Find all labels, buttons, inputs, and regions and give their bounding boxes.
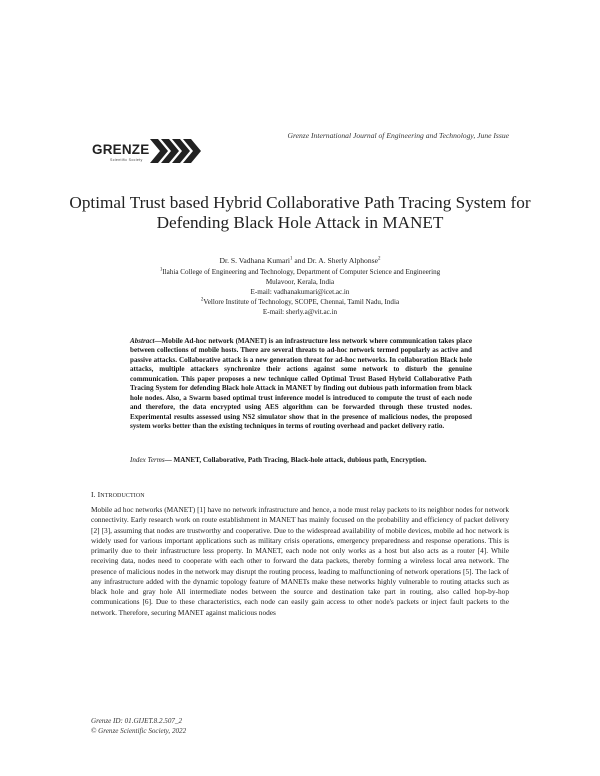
section-title-cap: I — [97, 490, 101, 499]
copyright: © Grenze Scientific Society, 2022 — [91, 727, 187, 735]
abstract — [130, 337, 472, 432]
index-terms — [130, 456, 472, 465]
logo-word: GRENZE — [92, 142, 150, 157]
affil-2: Vellore Institute of Technology, SCOPE, Chennai, Tamil Nadu, India — [203, 298, 400, 306]
affil-2-email: E-mail: sherly.a@vit.ac.in — [262, 308, 338, 316]
affil-2-sup: 2 — [200, 297, 204, 303]
author-1-sup: 1 — [290, 256, 293, 262]
index-terms-label: Index Terms — [130, 456, 165, 464]
affiliations — [60, 267, 540, 317]
paper-title: Optimal Trust based Hybrid Collaborative Path Tracing System for Defending Black Hole Attack in MANET — [69, 193, 531, 232]
chevrons-icon — [150, 137, 202, 165]
abstract-label: Abstract — [130, 337, 155, 345]
index-terms-text: — MANET, Collaborative, Path Tracing, Black-hole attack, dubious path, Encryption. — [164, 456, 427, 464]
author-1: Dr. S. Vadhana Kumari — [219, 256, 291, 265]
affil-1-sup: 1 — [159, 267, 163, 273]
logo-tagline: Scientific Society — [110, 158, 143, 162]
affil-1-email: E-mail: vadhanakumari@icet.ac.in — [250, 288, 350, 296]
author-line — [60, 256, 540, 266]
author-2-sup: 2 — [377, 256, 381, 262]
intro-paragraph: Mobile ad hoc networks (MANET) [1] have no network infrastructure and hence, a node must relay packets to its neighbor nodes for network connectivity. Early research work on route establishment in MANET has mainly focused on the probability and efficiency of packet delivery [2] [3], assuming that nodes are trustworthy and cooperative. Due to the widespread availability of mobile devices, mobile ad hoc network is widely used for various important applications such as military crisis operations, emergency preparedness and response operations. This is primarily due to their infrastructure less property. In MANET, each node not only works as a host but also acts as a router [4]. While receiving data, nodes need to cooperate with each other to forward the data packets, thereby forming a wireless local area network. The presence of malicious nodes in the network may disrupt the routing process, leading to malfunctioning of network operations [5]. The lack of any infrastructure added with the dynamic topology feature of MANETs make these networks highly vulnerable to routing attacks such as black hole and gray hole All intermediate nodes between the source and destination take part in routing, also called hop-by-hop communications [6]. Due to these characteristics, each node can easily gain access to other node's packets or inject fault packets to the network. Therefore, securing MANET against malicious nodes — [91, 505, 509, 617]
affil-1: Ilahia College of Engineering and Technology, Department of Computer Science and Engineering — [162, 268, 441, 276]
affil-1-location: Mulavoor, Kerala, India — [265, 278, 335, 286]
publisher-logo — [92, 135, 202, 169]
abstract-text: —Mobile Ad-hoc network (MANET) is an infrastructure less network where communication takes place between collections of mobile hosts. There are several threats to ad-hoc network termed popularly as active and passive attacks. Collaborative attack is a new generation threat for ad-hoc networks. In collaboration Black hole attacks, multiple attackers synchronize their actions against some network to disturb the genuine communication. This paper proposes a new technique called Optimal Trust Based Hybrid Collaborative Path Tracing System for defending Black hole Attack in MANET by finding out dubious path information from black hole nodes. Also, a Swarm based optimal trust inference model is introduced to compute the trust of each node and therefore, the data encrypted using AES algorithm can be forwarded through these trusted nodes. Experimental results assessed using NS2 simulator show that in the presence of malicious nodes, the proposed system works better than the existing techniques in terms of routing overhead and packet delivery ratio. — [130, 337, 472, 431]
author-separator: and — [292, 256, 308, 265]
page-footer — [91, 716, 186, 736]
section-number: I. — [91, 490, 98, 499]
section-title-rest: NTRODUCTION — [100, 493, 145, 499]
grenze-id: Grenze ID: 01.GIJET.8.2.507_2 — [91, 717, 183, 725]
journal-name: Grenze International Journal of Engineering and Technology, June Issue — [287, 131, 509, 140]
author-2: Dr. A. Sherly Alphonse — [307, 256, 378, 265]
section-heading — [91, 490, 145, 499]
